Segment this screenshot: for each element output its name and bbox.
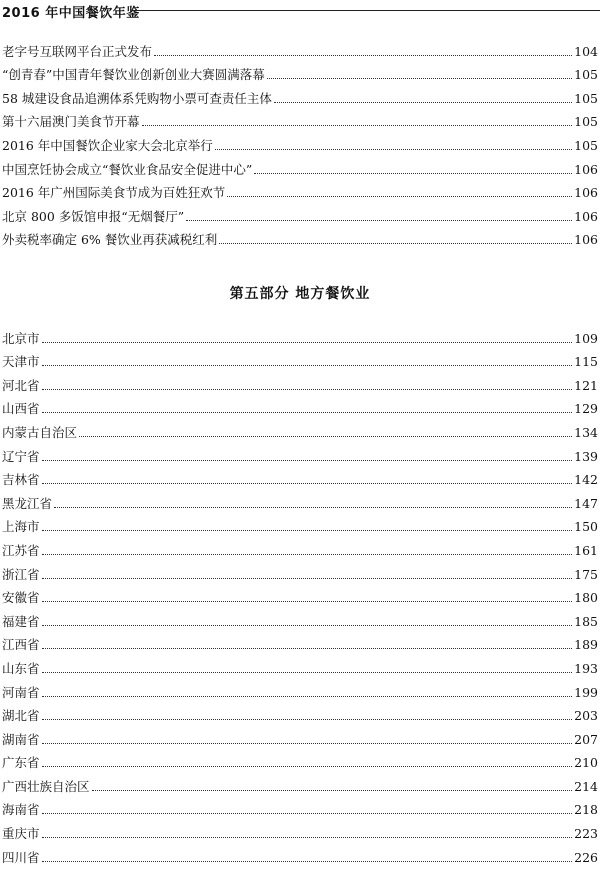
toc-entry-title: “创青春”中国青年餐饮业创新创业大赛圆满落幕: [2, 67, 265, 83]
toc-entry-page-number: 210: [574, 755, 598, 771]
toc-entry: [2, 723, 598, 747]
toc-entry-page-number: 175: [574, 566, 598, 582]
toc-entry: [2, 747, 598, 771]
dot-leader: [219, 243, 572, 244]
toc-entry: [2, 629, 598, 653]
toc-entry: [2, 817, 598, 841]
toc-entry-title: 中国烹饪协会成立“餐饮业食品安全促进中心”: [2, 161, 253, 177]
toc-entry-title: 山西省: [2, 401, 40, 417]
toc-entry-page-number: 106: [574, 185, 598, 201]
header-rule: [132, 10, 600, 11]
toc-entry-page-number: 105: [574, 114, 598, 130]
toc-entry-title: 第十六届澳门美食节开幕: [2, 114, 140, 130]
dot-leader: [42, 483, 573, 484]
toc-entry: [2, 393, 598, 417]
dot-leader: [186, 220, 572, 221]
toc-entry-title: 湖北省: [2, 708, 40, 724]
toc-entry: [2, 794, 598, 818]
toc-entry-page-number: 150: [574, 519, 598, 535]
dot-leader: [42, 861, 573, 862]
toc-entry-page-number: 134: [574, 424, 598, 440]
toc-entry-page-number: 161: [574, 542, 598, 558]
dot-leader: [42, 625, 573, 626]
toc-entry: [2, 700, 598, 724]
toc-entry-title: 河南省: [2, 684, 40, 700]
toc-entry-page-number: 203: [574, 708, 598, 724]
toc-entry-title: 广东省: [2, 755, 40, 771]
dot-leader: [42, 365, 573, 366]
toc-entry-title: 山东省: [2, 660, 40, 676]
toc-entry: [2, 106, 598, 130]
dot-leader: [42, 837, 573, 838]
toc-entry-title: 内蒙古自治区: [2, 424, 78, 440]
toc-entry: [2, 487, 598, 511]
dot-leader: [42, 601, 573, 602]
toc-entry-page-number: 121: [574, 377, 598, 393]
toc-entry-title: 黑龙江省: [2, 495, 53, 511]
dot-leader: [42, 648, 573, 649]
toc-entry: [2, 511, 598, 535]
toc-entry: [2, 464, 598, 488]
toc-entry-title: 湖南省: [2, 731, 40, 747]
toc-entry-title: 58 城建设食品追溯体系凭购物小票可查责任主体: [2, 90, 272, 106]
toc-entry-title: 安徽省: [2, 590, 40, 606]
toc-entry-page-number: 214: [574, 778, 598, 794]
toc-entry-page-number: 105: [574, 90, 598, 106]
toc-entry-page-number: 115: [574, 354, 598, 370]
toc-entry-title: 重庆市: [2, 826, 40, 842]
dot-leader: [42, 813, 573, 814]
dot-leader: [92, 790, 573, 791]
dot-leader: [79, 436, 572, 437]
toc-entry-title: 四川省: [2, 849, 40, 865]
toc-entry: [2, 534, 598, 558]
toc-entry-title: 浙江省: [2, 566, 40, 582]
dot-leader: [42, 342, 573, 343]
toc-entry: [2, 177, 598, 201]
dot-leader: [42, 766, 573, 767]
toc-entry-title: 江西省: [2, 637, 40, 653]
toc-entry-title: 海南省: [2, 802, 40, 818]
toc-entry-title: 天津市: [2, 354, 40, 370]
toc-entry-page-number: 223: [574, 826, 598, 842]
toc-entry: [2, 322, 598, 346]
toc-entry: [2, 652, 598, 676]
running-header-title: 2016 年中国餐饮年鉴: [2, 6, 140, 21]
dot-leader: [42, 578, 573, 579]
toc-entry-page-number: 199: [574, 684, 598, 700]
toc-entry: [2, 35, 598, 59]
dot-leader: [42, 743, 573, 744]
toc-entry-page-number: 104: [574, 43, 598, 59]
dot-leader: [42, 530, 573, 531]
toc-list-regions: [2, 322, 598, 865]
toc-entry-page-number: 193: [574, 660, 598, 676]
toc-entry-title: 吉林省: [2, 472, 40, 488]
toc-entry: [2, 416, 598, 440]
dot-leader: [254, 173, 572, 174]
toc-entry-page-number: 129: [574, 401, 598, 417]
dot-leader: [215, 149, 572, 150]
toc-entry-page-number: 189: [574, 637, 598, 653]
toc-entry-page-number: 180: [574, 590, 598, 606]
toc-entry: [2, 82, 598, 106]
toc-entry-page-number: 106: [574, 208, 598, 224]
toc-entry-title: 北京 800 多饭馆申报“无烟餐厅”: [2, 208, 185, 224]
toc-entry: [2, 440, 598, 464]
toc-entry-page-number: 105: [574, 137, 598, 153]
toc-entry: [2, 59, 598, 83]
dot-leader: [42, 719, 573, 720]
dot-leader: [267, 78, 572, 79]
toc-entry-page-number: 109: [574, 330, 598, 346]
dot-leader: [274, 102, 572, 103]
toc-entry-page-number: 106: [574, 161, 598, 177]
toc-entry: [2, 558, 598, 582]
toc-entry-page-number: 106: [574, 232, 598, 248]
toc-entry: [2, 605, 598, 629]
toc-entry-title: 外卖税率确定 6% 餐饮业再获减税红利: [2, 232, 218, 248]
toc-entry-title: 福建省: [2, 613, 40, 629]
dot-leader: [142, 125, 573, 126]
dot-leader: [42, 554, 573, 555]
dot-leader: [42, 412, 573, 413]
toc-entry: [2, 346, 598, 370]
toc-list-news: [2, 35, 598, 247]
toc-entry: [2, 224, 598, 248]
toc-entry-page-number: 142: [574, 472, 598, 488]
toc-entry-title: 2016 年中国餐饮企业家大会北京举行: [2, 137, 213, 153]
toc-entry: [2, 129, 598, 153]
toc-entry: [2, 841, 598, 865]
toc-entry-page-number: 147: [574, 495, 598, 511]
toc-entry-page-number: 226: [574, 849, 598, 865]
dot-leader: [54, 507, 572, 508]
toc-entry: [2, 200, 598, 224]
dot-leader: [154, 55, 572, 56]
toc-entry: [2, 676, 598, 700]
toc-entry: [2, 582, 598, 606]
toc-entry-title: 上海市: [2, 519, 40, 535]
dot-leader: [42, 696, 573, 697]
dot-leader: [42, 460, 573, 461]
toc-entry-title: 广西壮族自治区: [2, 778, 90, 794]
toc-entry-page-number: 185: [574, 613, 598, 629]
toc-entry-title: 北京市: [2, 330, 40, 346]
toc-entry-title: 辽宁省: [2, 448, 40, 464]
page-header: [0, 0, 600, 22]
toc-entry-title: 老字号互联网平台正式发布: [2, 43, 153, 59]
toc-entry-title: 江苏省: [2, 542, 40, 558]
toc-entry: [2, 369, 598, 393]
dot-leader: [42, 672, 573, 673]
toc-entry: [2, 153, 598, 177]
toc-entry-title: 2016 年广州国际美食节成为百姓狂欢节: [2, 185, 226, 201]
section-heading: 第五部分 地方餐饮业: [229, 286, 371, 302]
toc-entry-title: 河北省: [2, 377, 40, 393]
toc-entry-page-number: 105: [574, 67, 598, 83]
toc-entry-page-number: 218: [574, 802, 598, 818]
dot-leader: [227, 196, 572, 197]
toc-entry-page-number: 207: [574, 731, 598, 747]
toc-entry-page-number: 139: [574, 448, 598, 464]
toc-entry: [2, 770, 598, 794]
dot-leader: [42, 389, 573, 390]
